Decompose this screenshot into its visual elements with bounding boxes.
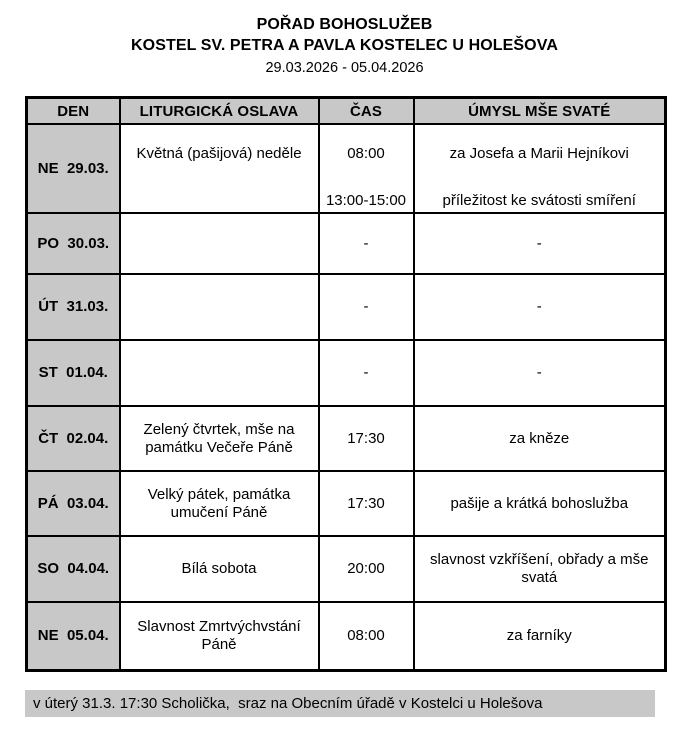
cell-line: 17:30 [347, 494, 385, 512]
cell-line: - [363, 234, 369, 252]
church-title: KOSTEL SV. PETRA A PAVLA KOSTELEC U HOLEŠOVA [131, 37, 558, 54]
day-cell: PO 30.03. [27, 213, 120, 274]
cell-line: pašije a krátká bohoslužba [450, 494, 629, 512]
cell-line: - [536, 364, 542, 381]
schedule-title: POŘAD BOHOSLUŽEB [256, 16, 433, 33]
intention-cell [414, 340, 666, 406]
cell-line: za Josefa a Marii Hejníkovi [449, 145, 629, 162]
day-cell: ÚT 31.03. [27, 274, 120, 340]
time-cell [319, 213, 414, 274]
time-cell [319, 124, 414, 213]
celebration-cell: Zelený čtvrtek, mše na památku Večeře Páně [120, 406, 319, 471]
cell-line: 13:00-15:00 [325, 192, 407, 209]
celebration-cell [120, 340, 319, 406]
cell-line: příležitost ke svátosti smíření [442, 192, 636, 209]
table-row [27, 274, 666, 340]
cell-line: 20:00 [347, 560, 385, 577]
cell-line: - [363, 364, 369, 381]
day-cell: ČT 02.04. [27, 406, 120, 471]
time-cell [319, 536, 414, 602]
cell-line: 08:00 [347, 145, 385, 162]
celebration-cell: Bílá sobota [120, 536, 319, 602]
column-header-liturgicka-oslava: LITURGICKÁ OSLAVA [120, 98, 319, 125]
intention-cell [414, 602, 666, 670]
time-cell [319, 471, 414, 536]
column-header-cas: ČAS [319, 98, 414, 125]
time-cell [319, 274, 414, 340]
intention-cell [414, 213, 666, 274]
table-row [27, 536, 666, 602]
day-cell: ST 01.04. [27, 340, 120, 406]
schedule-table-body [27, 124, 666, 670]
cell-line: 08:00 [347, 626, 385, 644]
cell-line: - [536, 234, 542, 252]
intention-cell [414, 124, 666, 213]
time-cell [319, 602, 414, 670]
day-cell: SO 04.04. [27, 536, 120, 602]
celebration-cell [120, 274, 319, 340]
cell-line: slavnost vzkříšení, obřady a mše svatá [430, 551, 649, 586]
table-row [27, 124, 666, 213]
celebration-cell: Velký pátek, památka umučení Páně [120, 471, 319, 536]
table-header-row [27, 98, 666, 125]
column-header-umysl-mse-svate: ÚMYSL MŠE SVATÉ [414, 98, 666, 125]
table-row [27, 471, 666, 536]
footer-note: v úterý 31.3. 17:30 Scholička, sraz na Obecním úřadě v Kostelci u Holešova [25, 690, 655, 717]
intention-cell [414, 471, 666, 536]
cell-line: - [363, 298, 369, 315]
table-row [27, 602, 666, 670]
intention-cell [414, 536, 666, 602]
table-row [27, 213, 666, 274]
cell-line: 17:30 [347, 429, 385, 447]
cell-line: za kněze [509, 429, 570, 447]
celebration-cell [120, 213, 319, 274]
intention-cell [414, 274, 666, 340]
time-cell [319, 406, 414, 471]
time-cell [319, 340, 414, 406]
cell-line: - [536, 298, 542, 315]
day-cell: PÁ 03.04. [27, 471, 120, 536]
celebration-cell: Květná (pašijová) neděle [120, 124, 319, 213]
title-block [25, 14, 664, 77]
schedule-table [25, 96, 667, 672]
table-row [27, 406, 666, 471]
column-header-den: DEN [27, 98, 120, 125]
day-cell: NE 05.04. [27, 602, 120, 670]
table-row [27, 340, 666, 406]
cell-line: za farníky [506, 626, 572, 644]
intention-cell [414, 406, 666, 471]
celebration-cell: Slavnost Zmrtvýchvstání Páně [120, 602, 319, 670]
date-range: 29.03.2026 - 05.04.2026 [265, 60, 424, 76]
day-cell: NE 29.03. [27, 124, 120, 213]
